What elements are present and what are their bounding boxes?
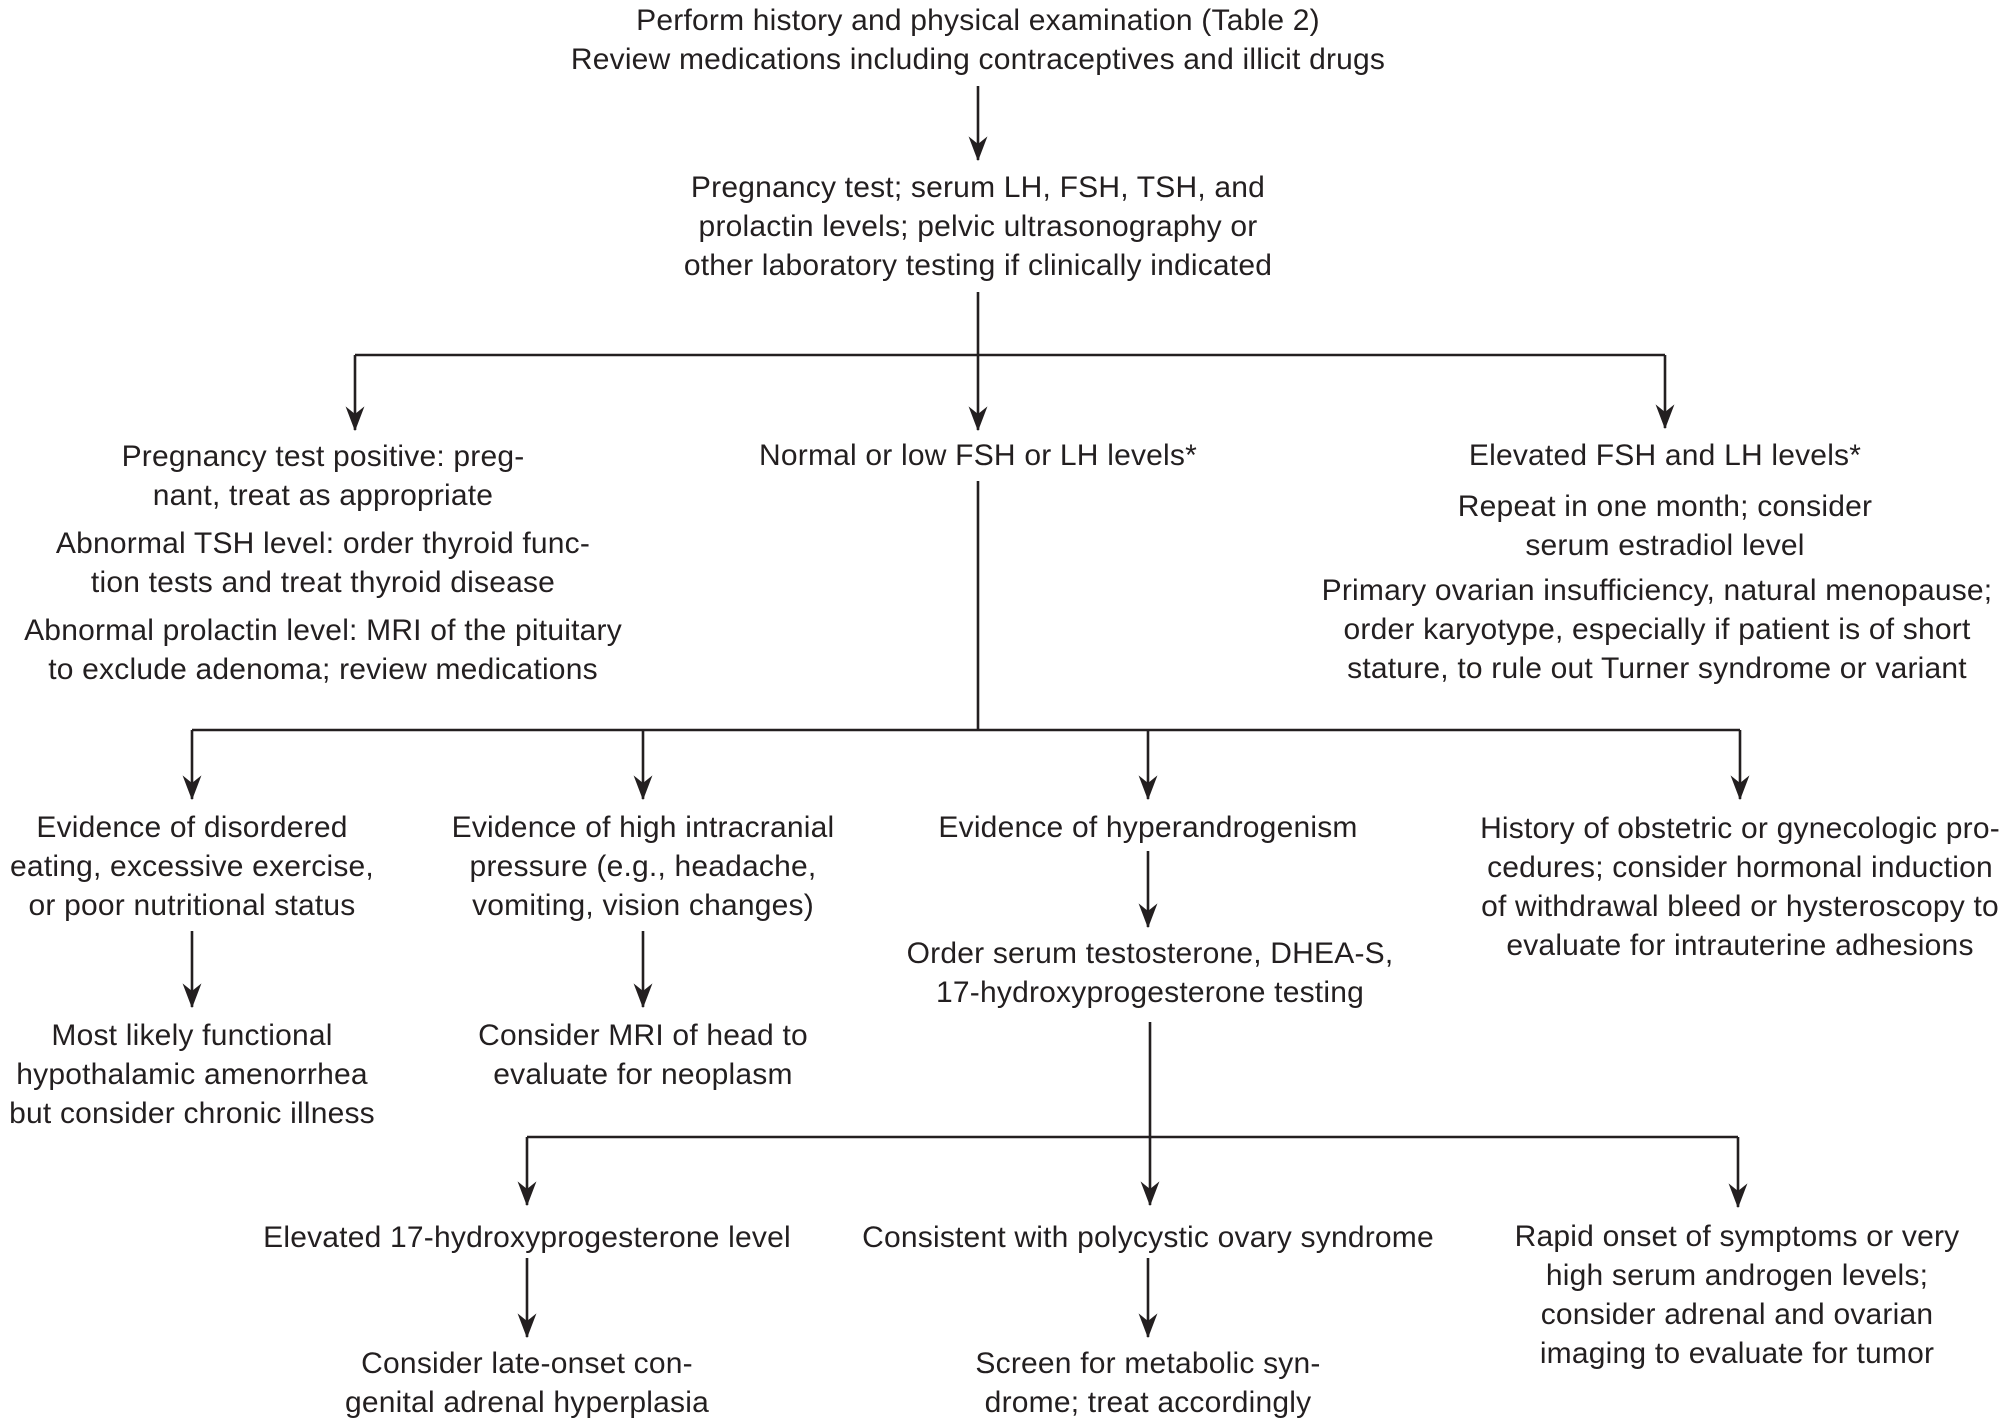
node-elevated-17ohp: Elevated 17-hydroxyprogesterone level: [263, 1221, 791, 1254]
node-primary-ovarian-insufficiency: Primary ovarian insufficiency, natural menopause; order karyotype, especially if patient is of short stature, to rule out Turner syndrome or variant: [1321, 574, 1993, 685]
node-abnormal-prolactin: Abnormal prolactin level: MRI of the pituitary to exclude adenoma; review medications: [24, 614, 622, 686]
node-obstetric-gynecologic-history: History of obstetric or gynecologic pro- cedures; consider hormonal induction of withdrawal bleed or hysteroscopy to evaluate for intrauterine adhesions: [1480, 812, 2000, 962]
node-normal-low-fsh-lh: Normal or low FSH or LH levels*: [759, 439, 1197, 472]
node-elevated-fsh-lh: Elevated FSH and LH levels*: [1468, 439, 1862, 472]
node-pcos: Consistent with polycystic ovary syndrome: [862, 1221, 1434, 1254]
node-metabolic-syndrome-screen: Screen for metabolic syn- drome; treat accordingly: [975, 1347, 1321, 1419]
node-history-physical-exam: Perform history and physical examination (Table 2) Review medications including contraceptives and illicit drugs: [570, 4, 1386, 76]
node-initial-workup: Pregnancy test; serum LH, FSH, TSH, and prolactin levels; pelvic ultrasonography or other laboratory testing if clinically indicated: [683, 171, 1273, 282]
node-pregnancy-test-positive: Pregnancy test positive: preg- nant, treat as appropriate: [121, 440, 525, 512]
node-hyperandrogenism: Evidence of hyperandrogenism: [938, 811, 1358, 844]
node-intracranial-pressure: Evidence of high intracranial pressure (e.g., headache, vomiting, vision changes): [451, 811, 835, 922]
node-rapid-onset-androgen: Rapid onset of symptoms or very high serum androgen levels; consider adrenal and ovarian imaging to evaluate for tumor: [1514, 1220, 1960, 1370]
node-congenital-adrenal-hyperplasia: Consider late-onset con- genital adrenal hyperplasia: [345, 1347, 709, 1419]
node-functional-hypothalamic-amenorrhea: Most likely functional hypothalamic amenorrhea but consider chronic illness: [9, 1019, 375, 1130]
node-mri-head: Consider MRI of head to evaluate for neoplasm: [478, 1019, 808, 1091]
node-order-testosterone-testing: Order serum testosterone, DHEA-S, 17-hydroxyprogesterone testing: [906, 937, 1394, 1009]
node-abnormal-tsh: Abnormal TSH level: order thyroid func- tion tests and treat thyroid disease: [55, 527, 591, 599]
node-repeat-one-month: Repeat in one month; consider serum estradiol level: [1457, 490, 1873, 562]
node-disordered-eating: Evidence of disordered eating, excessive exercise, or poor nutritional status: [10, 811, 374, 922]
